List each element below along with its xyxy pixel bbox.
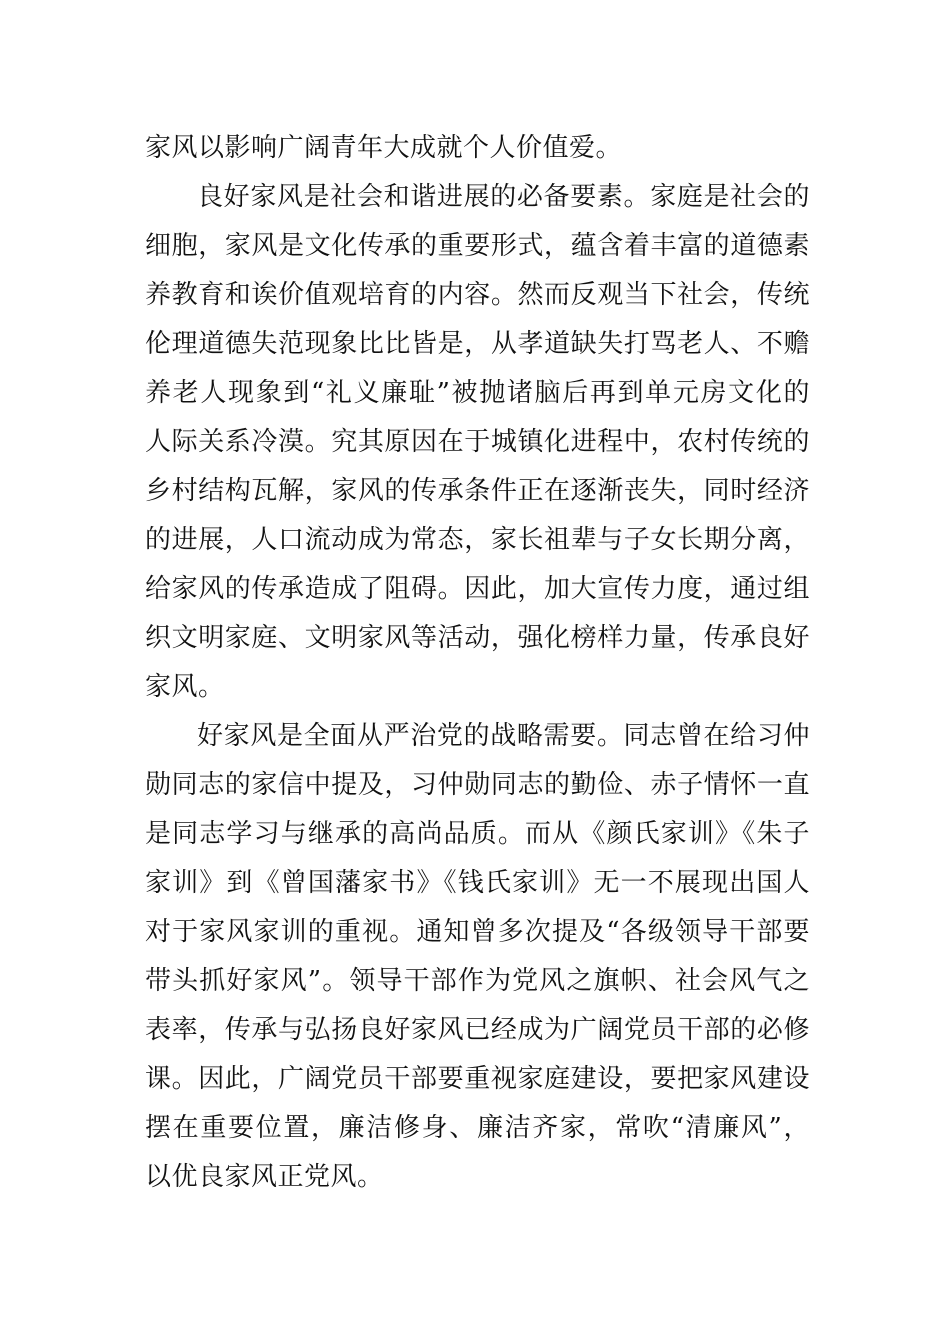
paragraph-first-line: 良好家风是社会和谐进展的必备要素。家庭是社会的 xyxy=(197,182,810,212)
text-line: 乡村结构瓦解，家风的传承条件正在逐渐丧失，同时经济 xyxy=(145,476,810,506)
text-line: 表率，传承与弘扬良好家风已经成为广阔党员干部的必修 xyxy=(145,1015,810,1045)
text-line: 勋同志的家信中提及，习仲勋同志的勤俭、赤子情怀一直 xyxy=(145,770,810,800)
text-line: 课。因此，广阔党员干部要重视家庭建设，要把家风建设 xyxy=(145,1064,810,1094)
text-line: 家风以影响广阔青年大成就个人价值爱。 xyxy=(145,133,623,163)
text-line: 对于家风家训的重视。通知曾多次提及“各级领导干部要 xyxy=(145,917,810,947)
text-line: 家风。 xyxy=(145,672,225,702)
text-line: 带头抓好家风”。领导干部作为党风之旗帜、社会风气之 xyxy=(145,966,810,996)
text-line: 是同志学习与继承的高尚品质。而从《颜氏家训》《朱子 xyxy=(145,819,810,849)
text-line: 的进展，人口流动成为常态，家长祖辈与子女长期分离， xyxy=(145,525,810,555)
text-line: 养教育和诶价值观培育的内容。然而反观当下社会，传统 xyxy=(145,280,810,310)
text-line: 给家风的传承造成了阻碍。因此，加大宣传力度，通过组 xyxy=(145,574,810,604)
text-line: 以优良家风正党风。 xyxy=(145,1162,384,1192)
text-line: 摆在重要位置，廉洁修身、廉洁齐家，常吹“清廉风”， xyxy=(145,1113,810,1143)
text-line: 织文明家庭、文明家风等活动，强化榜样力量，传承良好 xyxy=(145,623,810,653)
text-line: 细胞，家风是文化传承的重要形式，蕴含着丰富的道德素 xyxy=(145,231,810,261)
text-line: 养老人现象到“礼义廉耻”被抛诸脑后再到单元房文化的 xyxy=(145,378,810,408)
document-body xyxy=(145,124,810,1202)
text-line: 家训》到《曾国藩家书》《钱氏家训》无一不展现出国人 xyxy=(145,868,810,898)
text-line: 人际关系冷漠。究其原因在于城镇化进程中，农村传统的 xyxy=(145,427,810,457)
text-line: 伦理道德失范现象比比皆是，从孝道缺失打骂老人、不赡 xyxy=(145,329,810,359)
paragraph-first-line: 好家风是全面从严治党的战略需要。同志曾在给习仲 xyxy=(197,721,810,751)
